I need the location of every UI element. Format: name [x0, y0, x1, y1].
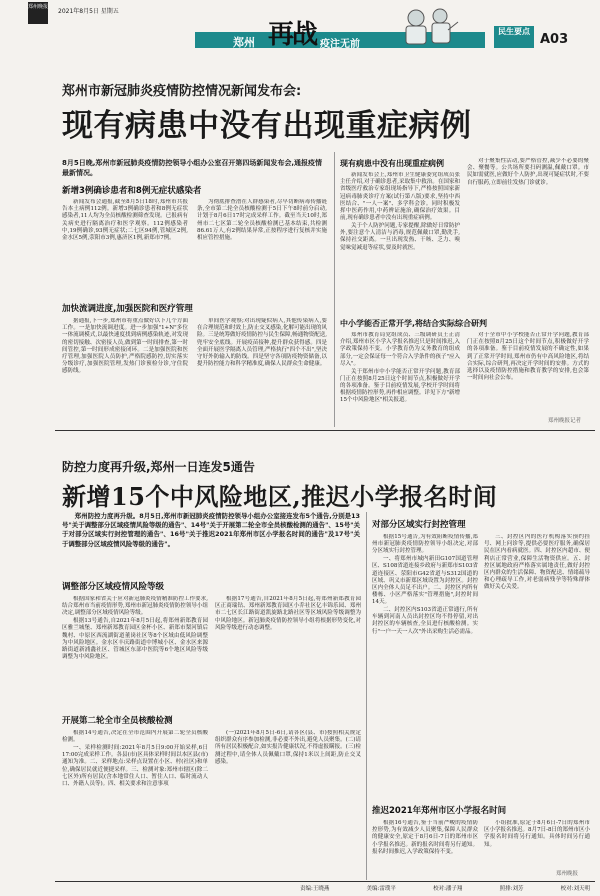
- lead-paragraph: 为彻底排查潜在人群感染者,尽早切断病毒传播链条,全市第二轮全员核酸检测于5日下午8时前分启动,计划于8月6日17时完成采样工作。截至当天10时,郑州市二七区第二轮全员核酸检测已基本结束,共检测86.61万人,有2例结果异常,正按程序进行复核并实施相应管控措施。: [197, 199, 327, 242]
- footer-rule: [55, 881, 595, 882]
- lead-subhead-hospital: 加快流调进度,加强医院和医疗管理: [62, 304, 193, 314]
- logo-seal: [28, 2, 48, 24]
- section-separator: [55, 430, 595, 431]
- lead-kicker: 郑州市新冠肺炎疫情防控情况新闻发布会:: [62, 84, 302, 99]
- issue-date: 2021年8月5日 星期五: [58, 8, 119, 15]
- banner-region: 郑州: [233, 36, 255, 49]
- risk-paragraph: 根据17号通告,自2021年8月5日起,将郑州新郑教育园区正商瑞钻、郑州新郑教育园区小乔社区亿丰锦乐园、郑州市二七区长江路街道凯旋路北路社区等区域风险等级调整为中风险地区。新冠肺炎疫情防控领导小组将根据形势变化,对风险等级进行动态调整。: [215, 596, 361, 631]
- lock-paragraph: 三、封控区内的医疗机构落实预约挂号、网上问诊等,提供必要医疗服务,确保居民在区内看病就医。四、封控区内超市、便利店正常营业,保障生活物资供应。五、封控区属地政府严格落实属地责任,做好封控区内群众的生活保障、物资配送、情绪疏导和心理疏导工作,对老弱病残孕等特殊群体做好关心关爱。: [484, 534, 590, 591]
- lead-col-1b: [62, 318, 188, 424]
- lead-paragraph: 单间医学观察;对出现疑似病人,其他传染病人,要在合理规范和时效上,防止交叉感染,化解可能出现的风险。三是统筹做好疫情防控与民生保障,畅通物资配送,兜牢安全底线。开展疫苗接种,提升群众获得感。四是全面开展医学隔离人员管理,严格执行"四个不出",坚决守好外防输入的防线。四是坚守各项防疫物资储备,以提升防控能力和科学精准度,确保人民群众生命健康。: [197, 318, 327, 368]
- credit-typesetter: 照排:刘芳: [499, 886, 524, 892]
- test-col-1: [62, 730, 208, 878]
- intro-paragraph: 郑州防控力度再升级。8月5日,郑州市新冠肺炎疫情防控领导小组办公室接连发布5个通告,分别是13号"关于调整部分区域疫情风险等级的通告"、14号"关于开展第二轮全市全员核酸检测的通告"、15号"关于对部分区域实行封控管理的通告"、16号"关于推迟2021年郑州市区小学报名时间的通告"及17号"关于调整部分区域疫情风险等级的通告"。: [62, 512, 360, 548]
- column-divider: [366, 512, 367, 880]
- column-divider: [334, 152, 335, 427]
- test-paragraph: 一、采样检测时间:2021年8月5日9:00开始采样,6日17:00完成采样工作。各县(市)区具体采样时间以本区县(市)通知为准。二、采样地点:采样点设置在小区、村(社区)和单位,确保居民就近便捷采样。三、检测对象:郑州市辖区(除二七区外)所有居民(含本地常住人口、暂住人口、临时流动人口、外籍人员等)。四、相关要求和注意事项: [62, 744, 208, 787]
- lead-summary: 8月5日晚,郑州市新冠肺炎疫情防控领导小组办公室召开第四场新闻发布会,通报疫情最新情况。: [62, 159, 323, 177]
- lock-paragraph: 一、将郑州市城内新田G107国道管理区、S108省道连接乡政府与新郑市S103省道连接区、荥阳市G42省道与S312国道的区域、巩义市新郑区域设置为封控区。封控区内全体人员足不出户。二、封控区内所有楼栋、小区严格落实"管理措施",封控时间14天。: [372, 556, 478, 606]
- school-col-2: [467, 332, 589, 418]
- second-kicker: 防控力度再升级,郑州一日连发5通告: [62, 460, 255, 474]
- lead-col-2a: [197, 199, 327, 299]
- banner-slogan: 疫注无前: [320, 39, 360, 50]
- lead-col-1a: [62, 199, 188, 299]
- lead-col-2b: [197, 318, 327, 424]
- school-col-1: [340, 332, 460, 426]
- lock-col-2: [484, 534, 590, 802]
- page-number: A03: [540, 32, 569, 47]
- lead-paragraph: 据通报,下一步,郑州市将重点做好以下几个方面工作。一是加快流调进度。进一步加强"1+N"多位一体流调模式,以最快速度找到病例感染轨迹,对发现的密切接触、次密接人员,做到第一时间排查,第一时间管控,第一时间形成密接闭环。二是加强医院和医疗管理,加强医院人员防护,严格院感防控,切实落实分级诊疗,加强医院管理,发热门诊预检分诊,守住院感防线。: [62, 318, 188, 375]
- risk-col-1: [62, 596, 208, 710]
- risk-paragraph: 根据国家和省关于应对新冠肺炎疫情精准防控工作要求,结合郑州市当前疫情形势,郑州市新冠肺炎疫情防控领导小组决定,调整部分区域疫情风险等级。: [62, 596, 208, 617]
- school-paragraph: 郑州市教育局党组成员、三级调研员王正清介绍,郑州市区小学入学报名推迟只是时间推迟,入学政策保持不变。小学教育仍为义务教育的组成部分,一定会保证每一个符合入学条件的孩子"应入尽入"。: [340, 332, 460, 367]
- credit-proofreader: 校对:潘子翔: [433, 886, 463, 892]
- subhead-risk: 调整部分区域疫情风险等级: [62, 582, 165, 592]
- illustration-icon: [392, 4, 462, 46]
- second-intro: [62, 512, 360, 580]
- subhead-test: 开展第二轮全市全员核酸检测: [62, 716, 173, 726]
- risk-paragraph: 根据13号通告,自2021年8月5日起,将郑州新郑教育园区雅兰城堡、郑州新郑教育园区金杯小区、新郑市梨河镇后魏村、中原区西流湖街道董岗社区等8个区域由低风险调整为中风险地区。金水区丰庆路街道中博城小区、金水区来源路街道新浦鑫社区、管城区东部中医院等6个地区风险等级调整为中风险地区。: [62, 618, 208, 661]
- lock-col-1: [372, 534, 478, 802]
- right-paragraph: 关于个人防护问题,专家提醒,除做好日常防护外,要注意个人清洁与消毒,规范佩戴口罩,勤洗手,保持社交距离。一旦出现发热、干咳、乏力、嗅觉味觉减退等症状,要及时就医。: [340, 222, 460, 251]
- lock-paragraph: 二、封控区内S103省道正常通行,所有车辆到河南人员出封控区均不得停留,对出封控区的车辆核查,全员进行核酸检测。实行"一户一天一人次"外出采购生活必需品。: [372, 607, 478, 635]
- risk-col-2: [215, 596, 361, 710]
- credit-designer: 美编:雷璞平: [366, 886, 396, 892]
- lead-byline: 郑州晚报记者: [548, 418, 582, 424]
- lead-paragraph: 新闻发布会通报,截至8月5日18时,郑州市共报告本土病例112例。新增3例确诊患者和8例无症状感染者,11人均为全员核酸检测筛查发现。已报病有关病史进行隔离治疗和医学观察。112例感染者中,19例确诊,93例无症状;二七区94例,管城区2例,金水区5例,荥阳市3例,惠济区1例,新郑市7例。: [62, 199, 188, 242]
- lock-paragraph: 根据15号通告,为有效阻断疫情传播,郑州市新冠肺炎疫情防控领导小组决定,对部分区域实行封控管理。: [372, 534, 478, 555]
- school-delay-paragraph: 根据16号通告,鉴于当前严峻的疫情防控形势,为有效减少人员聚集,保障人民群众的健康安全,原定于8月6日-7日的郑州市区小学报名推迟。新的报名时间将另行通知。报名时间推迟,入学政策保持不变。: [372, 820, 478, 855]
- school-delay-paragraph: 小组批准,原定于8月6日-7日的郑州市区小学报名推迟。8月7日-8日的郑州市区小学报名时间将另行通知。具体时间另行通知。: [484, 820, 590, 848]
- lead-subhead-cases: 新增3例确诊患者和8例无症状感染者: [62, 186, 202, 196]
- right-subhead-school: 中小学能否正常开学,将结合实际综合研判: [340, 319, 488, 328]
- logo-text: 郑州晚报: [28, 4, 49, 10]
- test-paragraph: (一)2021年8月5日-6日,请各区(县、市)按照相关规定组织群众有序参加检测,非必要不外出,避免人员聚集。(二)请所有居民积极配合,如实报告健康状况,不得虚报瞒报。(三)检测过程中,请全体人员佩戴口罩,保持1米以上间距,防止交叉感染。: [215, 730, 361, 765]
- banner-title: 再战: [268, 20, 317, 50]
- right-paragraph: 对于聚集性活动,要严格管控,减少不必要的聚会、聚餐等。公共场所要扫码测温,佩戴口罩。市民如需就医,应做好个人防护,出现可疑症状时,不要自行服药,立即前往发热门诊就诊。: [467, 158, 589, 186]
- test-paragraph: 根据14号通告,决定在全市范围内开展第二轮全员核酸检测。: [62, 730, 208, 744]
- right-col-2: [467, 158, 589, 308]
- test-col-2: [215, 730, 361, 878]
- lead-headline: 现有病患中没有出现重症病例: [62, 108, 472, 144]
- second-headline: 新增15个中风险地区,推迟小学报名时间: [62, 482, 498, 511]
- right-col-1: [340, 172, 460, 308]
- right-paragraph: 新闻发布会上,郑州市卫生健康委党组成员张主任介绍,对于确诊患者,采取集中救治。在国家和省级医疗救治专家组现场指导下,严格按照国家新冠病毒肺炎诊疗方案(试行第八版)要求,坚持中西医结合、"一人一案"、多学科会诊。同时积极发挥中医药作用,中药辨证施治,确保治疗效果。目前,现有确诊患者中没有出现重症病例。: [340, 172, 460, 222]
- school-paragraph: 关于郑州市中小学能否正常开学问题,教育部门正在按照8月25日这个时间节点,积极做好开学的各项准备。鉴于目前疫情发展,学校开学时间将根据疫情防控形势,再作相应调整。详见下方"新增15个中风险地区"相关报道。: [340, 368, 460, 404]
- section-tag: [494, 26, 534, 48]
- school-paragraph: 对于全市中小学校能否正常开学问题,教育部门正在按照8月25日这个时间节点,积极做好开学的各项准备。鉴于目前疫情发展的不确定性,如果到了正常开学时间,郑州市仍有中高风险地区,将结合实际,综合研判,再决定开学时间的安排。方式的选择以及疫情防控措施和教育教学的安排,也会第一时间向社会公布。: [467, 332, 589, 382]
- credit-review: 校对:刘天明: [560, 886, 590, 892]
- masthead: [0, 0, 600, 50]
- section-tag-label: 民生要点: [498, 27, 530, 36]
- subhead-school-delay: 推迟2021年郑州市区小学报名时间: [372, 806, 507, 816]
- credit-editor: 责编:王晓燕: [300, 886, 330, 892]
- school-delay-col-1: [372, 820, 478, 878]
- footer-credits: [300, 884, 590, 892]
- subhead-lockdown: 对部分区域实行封控管理: [372, 520, 466, 530]
- second-byline: 郑州晚报: [556, 871, 579, 877]
- right-subhead-severe: 现有病患中没有出现重症病例: [340, 159, 444, 168]
- school-delay-col-2: [484, 820, 590, 870]
